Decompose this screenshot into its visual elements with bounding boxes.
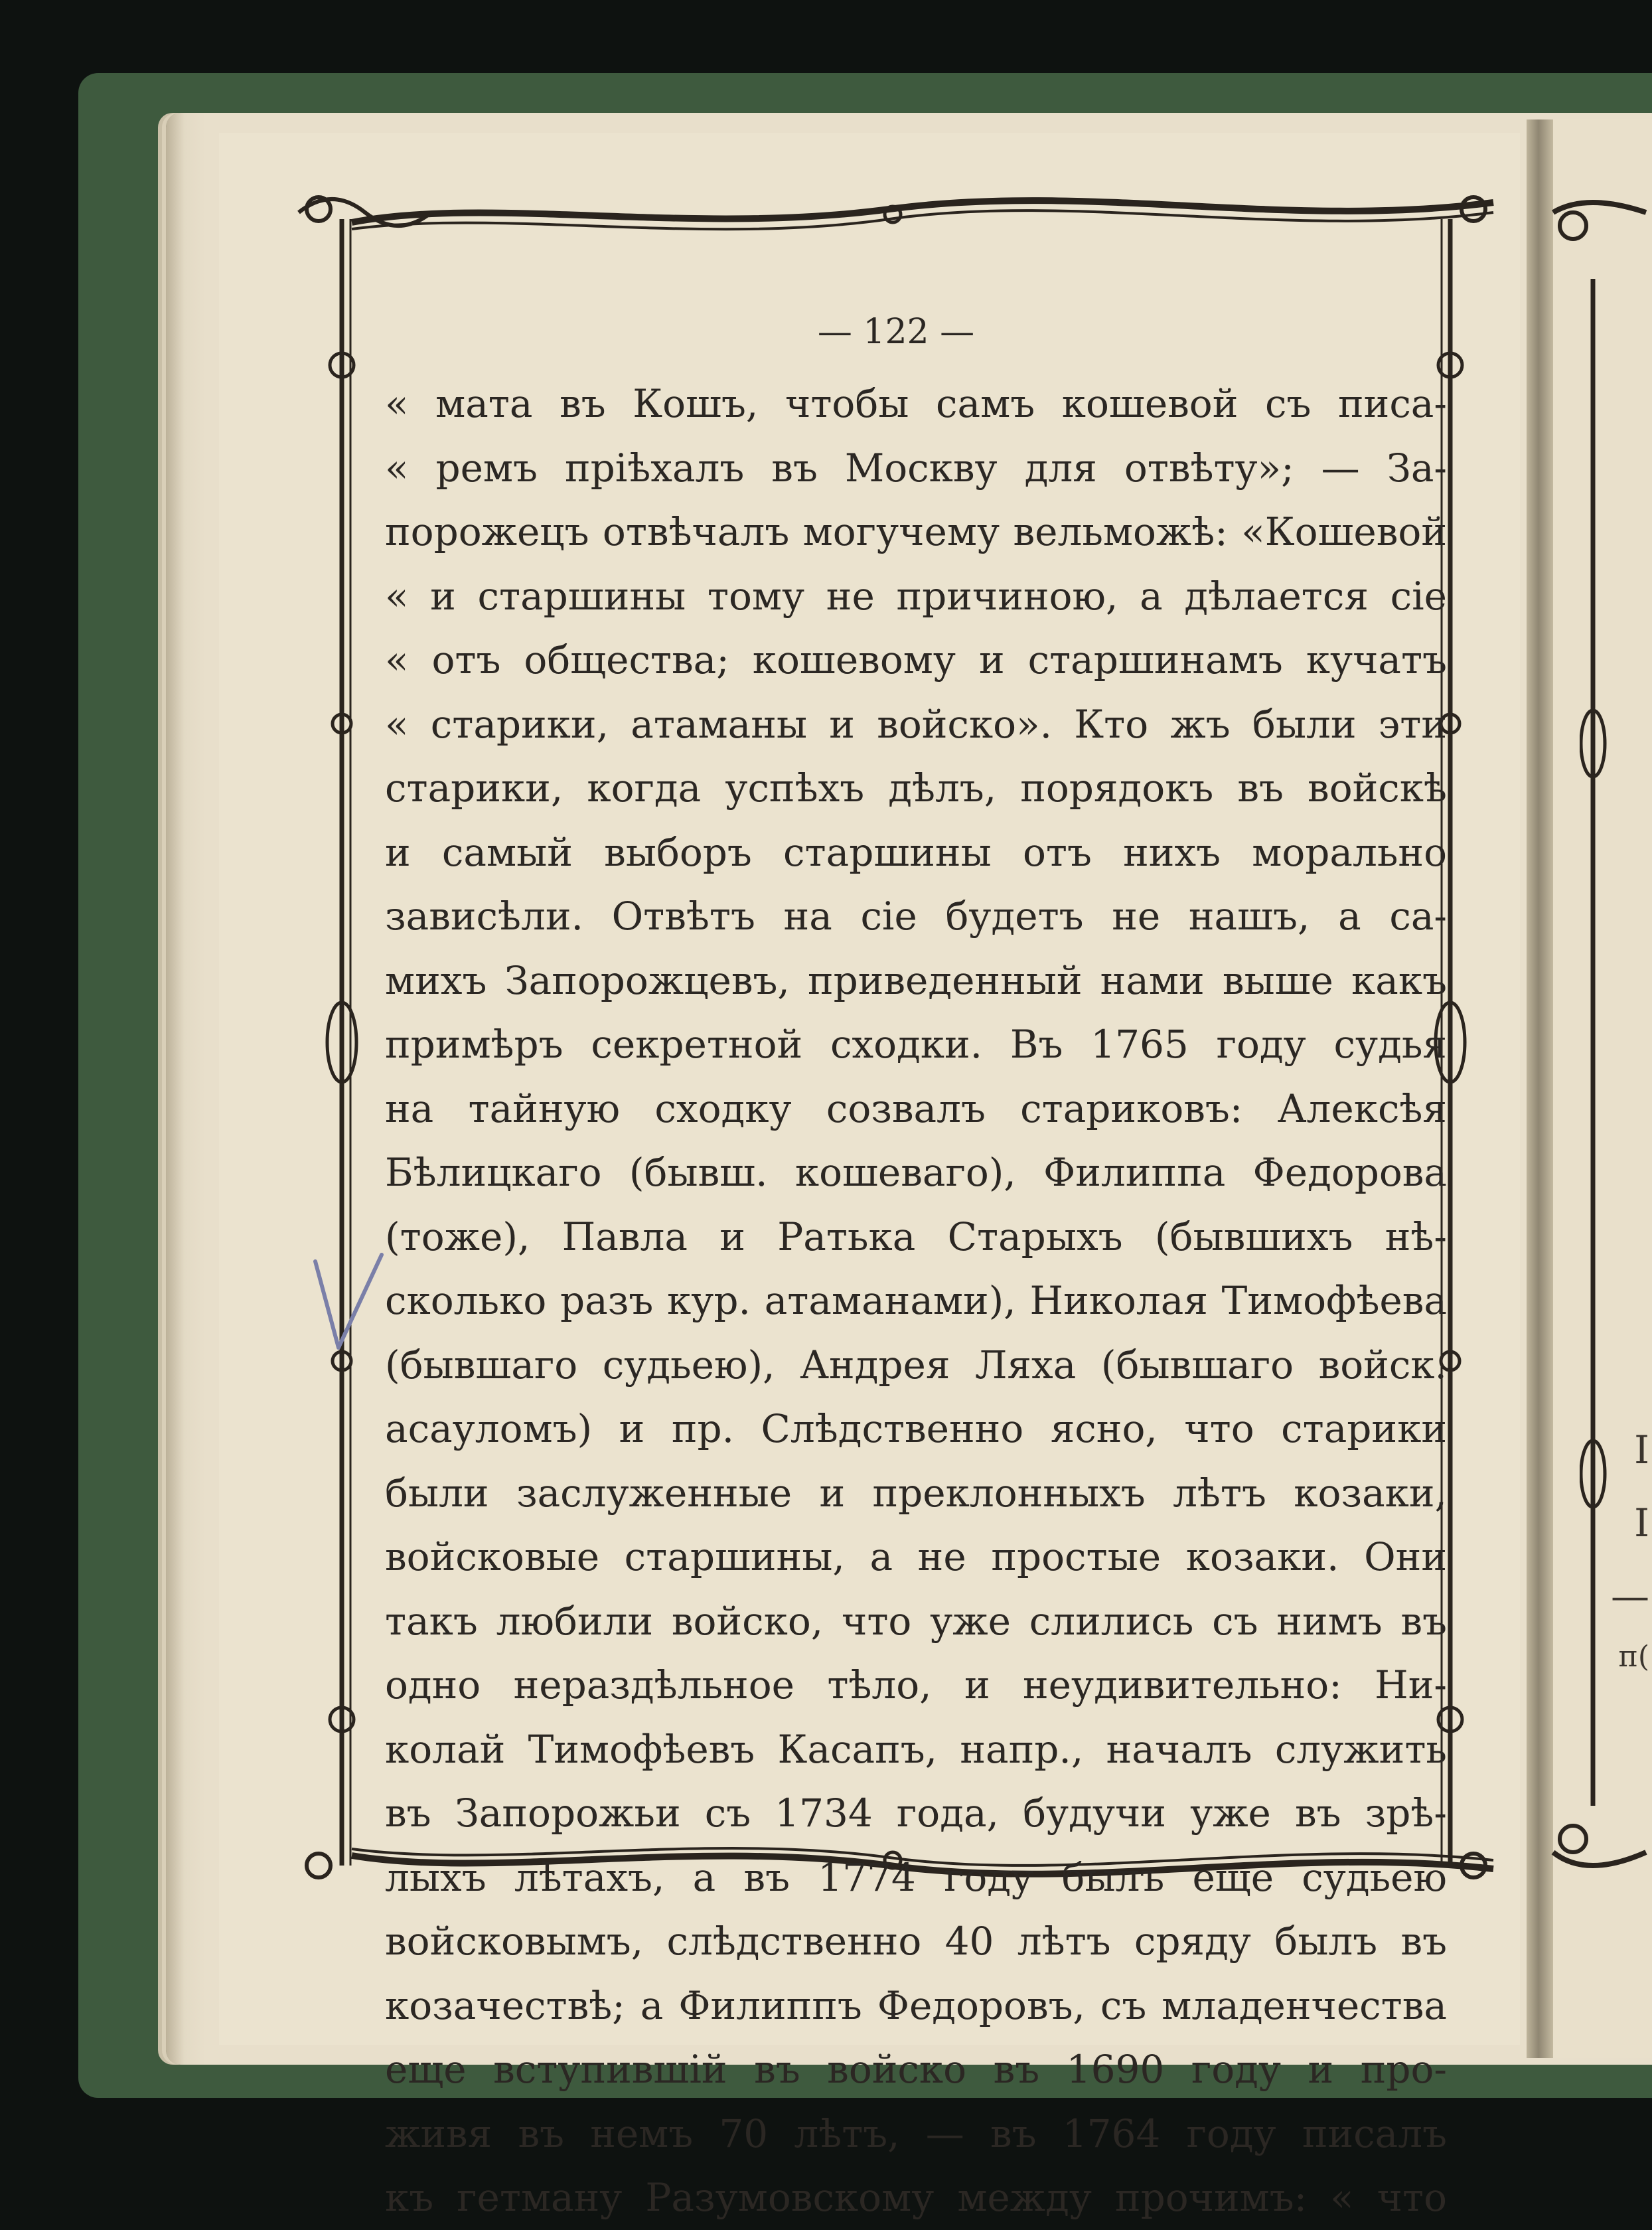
facing-page-fragment: —: [1611, 1573, 1649, 1619]
text-line: сколько разъ кур. атаманами), Николая Тимофѣева: [385, 1278, 1447, 1323]
text-line: колай Тимофѣевъ Касапъ, напр., началъ служить: [385, 1726, 1447, 1772]
text-line: порожецъ отвѣчалъ могучему вельможѣ: «Кошевой: [385, 509, 1447, 554]
text-line: старики, когда успѣхъ дѣлъ, порядокъ въ войскѣ: [385, 765, 1447, 811]
text-line: одно нераздѣльное тѣло, и неудивительно: Ни-: [385, 1662, 1447, 1708]
text-line: Бѣлицкаго (бывш. кошеваго), Филиппа Федорова: [385, 1150, 1447, 1195]
text-line: на тайную сходку созвалъ стариковъ: Алексѣя: [385, 1085, 1447, 1131]
page-number: — 122 —: [817, 312, 975, 352]
pencil-checkmark-icon: [309, 1248, 388, 1361]
text-line: примѣръ секретной сходки. Въ 1765 году судья: [385, 1022, 1447, 1067]
facing-page-fragment: I: [1634, 1427, 1649, 1473]
text-line: были заслуженные и преклонныхъ лѣтъ козаки,: [385, 1470, 1447, 1516]
text-line: и самый выборъ старшины отъ нихъ морально: [385, 829, 1447, 875]
book-gutter: [1527, 119, 1553, 2058]
text-line: « мата въ Кошъ, чтобы самъ кошевой съ писа-: [385, 381, 1447, 426]
text-line: живя въ немъ 70 лѣтъ, — въ 1764 году писалъ: [385, 2111, 1447, 2156]
facing-page-bottom-ornament: [1546, 1806, 1652, 1885]
text-line: (бывшаго судьею), Андрея Ляха (бывшаго войск.: [385, 1342, 1447, 1388]
text-line: « ремъ пріѣхалъ въ Москву для отвѣту»; — За-: [385, 445, 1447, 491]
text-line: лыхъ лѣтахъ, а въ 1774 году былъ еще судьею: [385, 1854, 1447, 1900]
text-line: такъ любили войско, что уже слились съ нимъ въ: [385, 1598, 1447, 1644]
text-line: асауломъ) и пр. Слѣдственно ясно, что старики: [385, 1406, 1447, 1451]
text-line: войсковымъ, слѣдственно 40 лѣтъ сряду былъ въ: [385, 1919, 1447, 1964]
facing-page-fragment: п(: [1618, 1640, 1649, 1674]
facing-page-fragment: I: [1634, 1500, 1649, 1546]
text-line: михъ Запорожцевъ, приведенный нами выше какъ: [385, 957, 1447, 1003]
text-line: « старики, атаманы и войско». Кто жъ были эти: [385, 701, 1447, 747]
text-line: въ Запорожьи съ 1734 года, будучи уже въ зрѣ-: [385, 1791, 1447, 1836]
text-line: еще вступившій въ войско въ 1690 году и про-: [385, 2047, 1447, 2092]
text-line: « и старшины тому не причиною, а дѣлается сіе: [385, 573, 1447, 619]
text-line: козачествѣ; а Филиппъ Федоровъ, съ младенчества: [385, 1982, 1447, 2028]
text-line: « отъ общества; кошевому и старшинамъ кучатъ: [385, 637, 1447, 682]
text-line: (тоже), Павла и Ратька Старыхъ (бывшихъ нѣ-: [385, 1214, 1447, 1259]
text-line: зависѣли. Отвѣтъ на сіе будетъ не нашъ, а са-: [385, 894, 1447, 939]
body-text: [385, 372, 1447, 2230]
text-line: къ гетману Разумовскому между прочимъ: « что: [385, 2175, 1447, 2220]
text-line: войсковые старшины, а не простые козаки. Они: [385, 1534, 1447, 1579]
facing-page-top-ornament: [1546, 186, 1652, 279]
left-ornament-border: [319, 219, 365, 1866]
top-ornament-border: [292, 183, 1500, 242]
